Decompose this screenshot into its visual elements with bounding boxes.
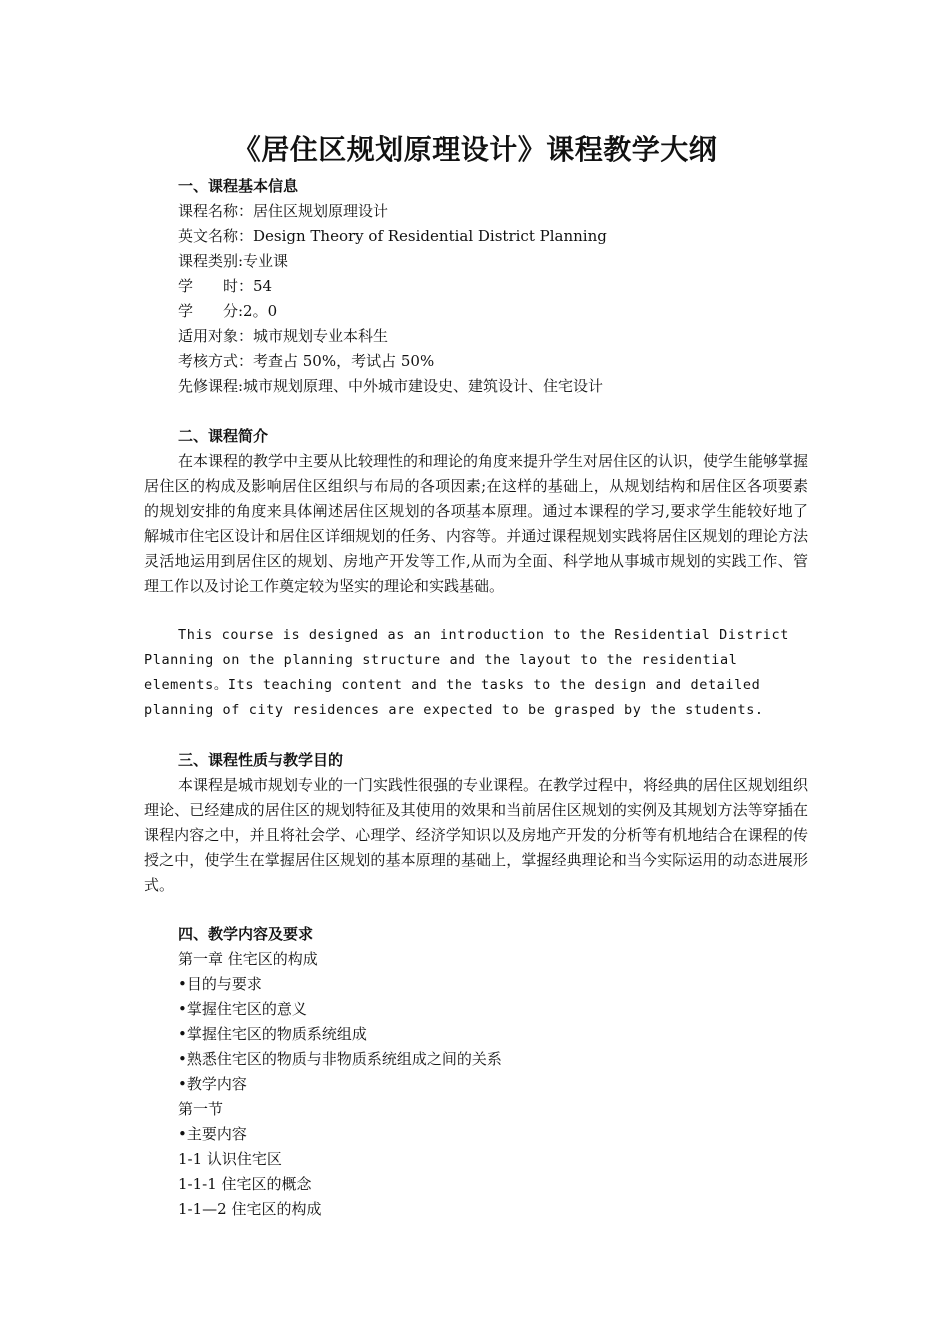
list-item: •主要内容	[178, 1125, 247, 1143]
outline-item: 1-1—2 住宅区的构成	[178, 1200, 322, 1218]
section-heading-content-requirements: 四、教学内容及要求	[178, 925, 314, 943]
section-label: 第一节	[178, 1100, 224, 1118]
course-credits-line: 学 分:2。0	[178, 302, 278, 320]
list-item: •掌握住宅区的意义	[178, 1000, 307, 1018]
nature-purpose-paragraph: 本课程是城市规划专业的一门实践性很强的专业课程。在教学过程中，将经典的居住区规划组织理论、已经建成的居住区的规划特征及其使用的效果和当前居住区规划的实例及其规划方法等穿插在课程内容之中，并且将社会学、心理学、经济学知识以及房地产开发的分析等有机地结合在课程的传授之中，使学生在掌握居住区规划的基本原理的基础上，掌握经典理论和当今实际运用的动态进展形式。	[144, 776, 809, 894]
section-heading-nature-purpose: 三、课程性质与教学目的	[178, 751, 344, 769]
document-title: 《居住区规划原理设计》课程教学大纲	[232, 133, 718, 166]
course-hours-line: 学 时：54	[178, 277, 273, 295]
english-name-text: 英文名称：Design Theory of Residential District Planning	[178, 227, 607, 245]
outline-item: 1-1-1 住宅区的概念	[178, 1175, 312, 1193]
section-heading-introduction: 二、课程简介	[178, 427, 269, 445]
assessment-line: 考核方式：考查占 50%，考试占 50%	[178, 352, 435, 370]
chapter-title: 第一章 住宅区的构成	[178, 950, 318, 968]
section-heading-basic-info: 一、课程基本信息	[178, 177, 299, 195]
course-name-line: 课程名称：居住区规划原理设计	[178, 202, 389, 220]
list-item: •目的与要求	[178, 975, 262, 993]
introduction-paragraph-en: This course is designed as an introduction to the Residential District Planning on the planning structure and the layout to the residential elements。Its teaching content and the tasks to the design and detailed planning of city residences are expected to be grasped by the students.	[144, 627, 789, 718]
list-item: •熟悉住宅区的物质与非物质系统组成之间的关系	[178, 1050, 502, 1068]
introduction-paragraph-cn: 在本课程的教学中主要从比较理性的和理论的角度来提升学生对居住区的认识，使学生能够掌握居住区的构成及影响居住区组织与布局的各项因素;在这样的基础上，从规划结构和居住区各项要素的规划安排的角度来具体阐述居住区规划的各项基本原理。通过本课程的学习,要求学生能较好地了解城市住宅区设计和居住区详细规划的任务、内容等。并通过课程规划实践将居住区规划的理论方法灵活地运用到居住区的规划、房地产开发等工作,从而为全面、科学地从事城市规划的实践工作、管理工作以及讨论工作奠定较为坚实的理论和实践基础。	[144, 452, 809, 595]
course-audience-line: 适用对象：城市规划专业本科生	[178, 327, 389, 345]
outline-item: 1-1 认识住宅区	[178, 1150, 282, 1168]
english-name-line	[178, 224, 607, 249]
course-category-line: 课程类别:专业课	[178, 252, 289, 270]
list-item: •掌握住宅区的物质系统组成	[178, 1025, 367, 1043]
list-item: •教学内容	[178, 1075, 247, 1093]
prerequisites-line: 先修课程:城市规划原理、中外城市建设史、建筑设计、住宅设计	[178, 377, 604, 395]
